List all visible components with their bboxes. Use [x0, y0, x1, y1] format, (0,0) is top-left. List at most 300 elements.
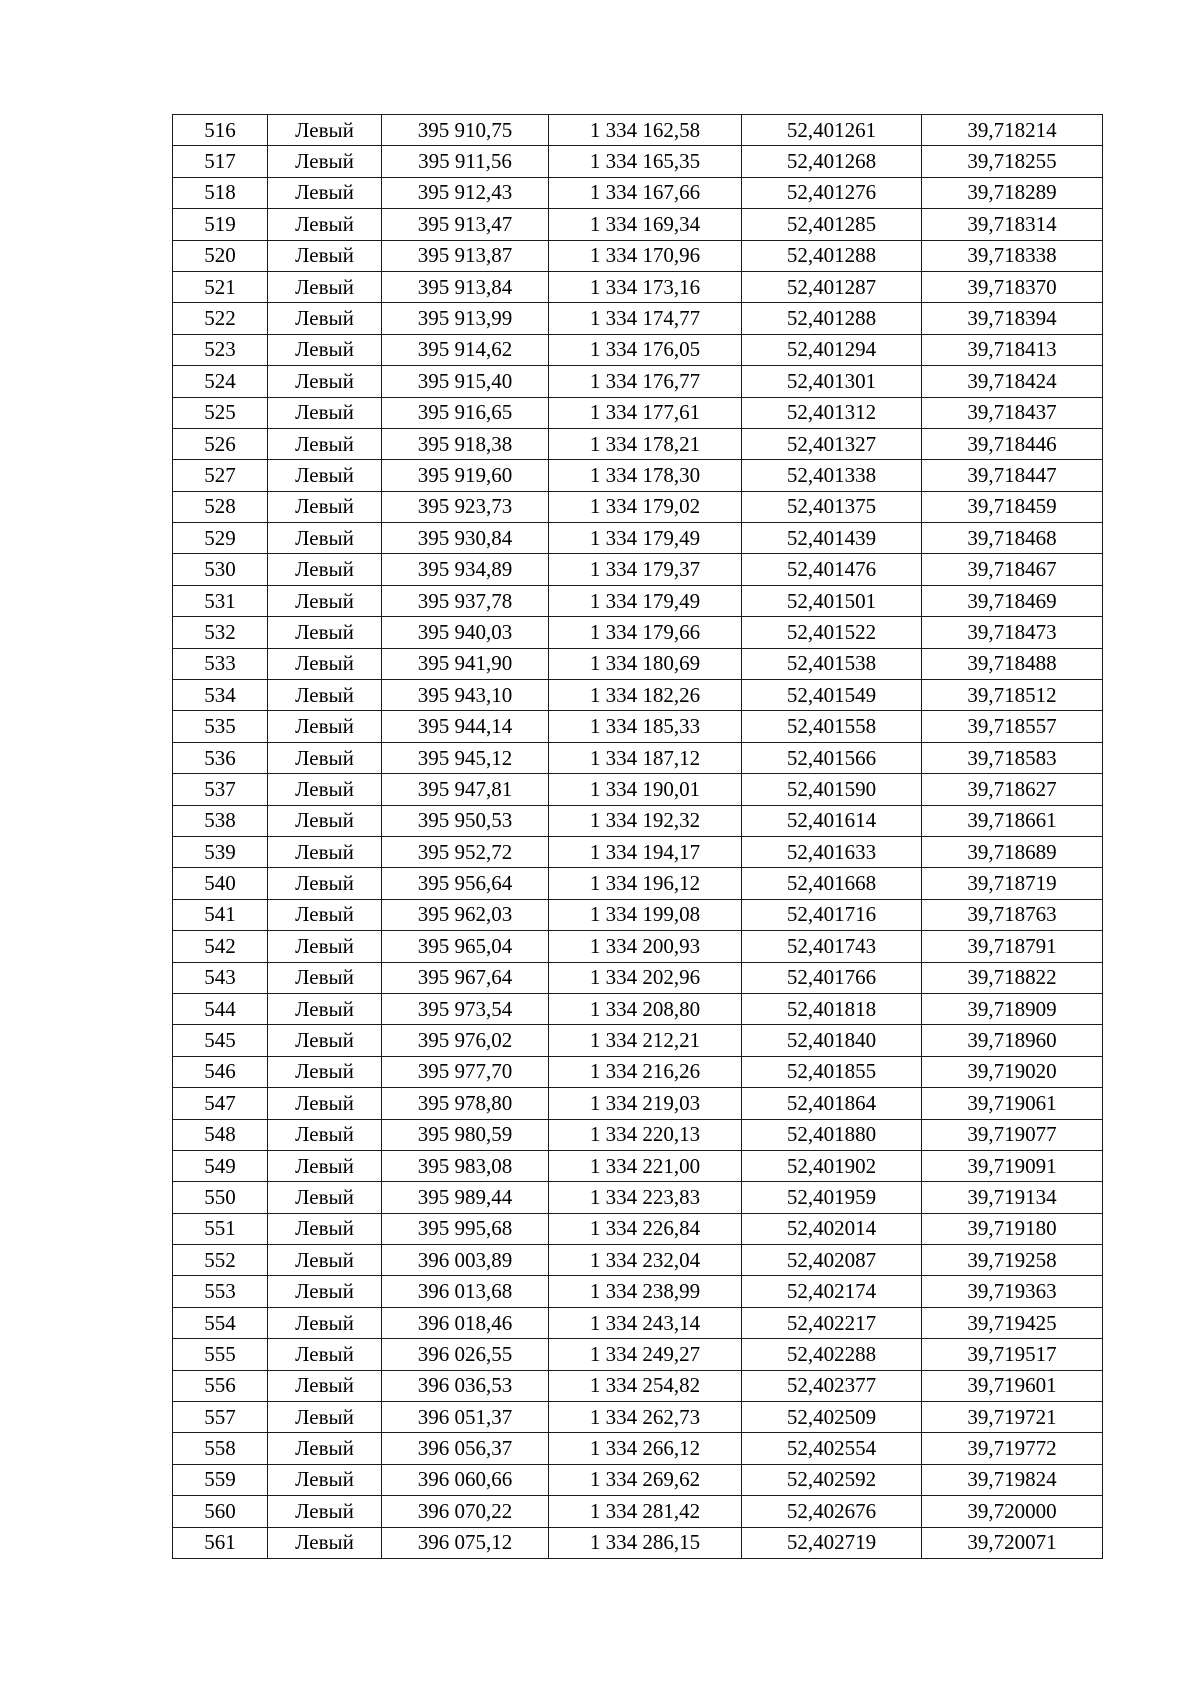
side-cell: Левый	[268, 271, 382, 302]
x-coordinate-cell: 395 914,62	[382, 334, 549, 365]
point-number-cell: 561	[173, 1527, 268, 1558]
side-cell: Левый	[268, 1245, 382, 1276]
y-coordinate-cell: 1 334 226,84	[549, 1213, 742, 1244]
table-row	[173, 1150, 1103, 1181]
x-coordinate-cell: 395 915,40	[382, 366, 549, 397]
longitude-cell: 39,718512	[922, 680, 1103, 711]
latitude-cell: 52,402554	[742, 1433, 922, 1464]
side-cell: Левый	[268, 585, 382, 616]
side-cell: Левый	[268, 115, 382, 146]
longitude-cell: 39,718446	[922, 428, 1103, 459]
table-row	[173, 428, 1103, 459]
longitude-cell: 39,718338	[922, 240, 1103, 271]
x-coordinate-cell: 395 995,68	[382, 1213, 549, 1244]
y-coordinate-cell: 1 334 216,26	[549, 1056, 742, 1087]
table-row	[173, 648, 1103, 679]
latitude-cell: 52,401668	[742, 868, 922, 899]
y-coordinate-cell: 1 334 192,32	[549, 805, 742, 836]
longitude-cell: 39,719824	[922, 1464, 1103, 1495]
latitude-cell: 52,401312	[742, 397, 922, 428]
side-cell: Левый	[268, 931, 382, 962]
longitude-cell: 39,718583	[922, 742, 1103, 773]
side-cell: Левый	[268, 1276, 382, 1307]
y-coordinate-cell: 1 334 194,17	[549, 836, 742, 867]
point-number-cell: 559	[173, 1464, 268, 1495]
side-cell: Левый	[268, 209, 382, 240]
side-cell: Левый	[268, 1025, 382, 1056]
x-coordinate-cell: 395 930,84	[382, 523, 549, 554]
y-coordinate-cell: 1 334 219,03	[549, 1088, 742, 1119]
y-coordinate-cell: 1 334 254,82	[549, 1370, 742, 1401]
table-row	[173, 366, 1103, 397]
point-number-cell: 516	[173, 115, 268, 146]
x-coordinate-cell: 395 944,14	[382, 711, 549, 742]
table-row	[173, 993, 1103, 1024]
table-row	[173, 397, 1103, 428]
table-row	[173, 240, 1103, 271]
longitude-cell: 39,718447	[922, 460, 1103, 491]
point-number-cell: 543	[173, 962, 268, 993]
x-coordinate-cell: 395 911,56	[382, 146, 549, 177]
y-coordinate-cell: 1 334 176,77	[549, 366, 742, 397]
side-cell: Левый	[268, 146, 382, 177]
x-coordinate-cell: 395 976,02	[382, 1025, 549, 1056]
x-coordinate-cell: 395 956,64	[382, 868, 549, 899]
side-cell: Левый	[268, 397, 382, 428]
table-row	[173, 585, 1103, 616]
longitude-cell: 39,718370	[922, 271, 1103, 302]
longitude-cell: 39,718314	[922, 209, 1103, 240]
point-number-cell: 553	[173, 1276, 268, 1307]
y-coordinate-cell: 1 334 196,12	[549, 868, 742, 899]
table-row	[173, 491, 1103, 522]
longitude-cell: 39,718214	[922, 115, 1103, 146]
longitude-cell: 39,718627	[922, 774, 1103, 805]
x-coordinate-cell: 395 973,54	[382, 993, 549, 1024]
y-coordinate-cell: 1 334 179,37	[549, 554, 742, 585]
longitude-cell: 39,719772	[922, 1433, 1103, 1464]
point-number-cell: 517	[173, 146, 268, 177]
table-row	[173, 899, 1103, 930]
point-number-cell: 560	[173, 1496, 268, 1527]
latitude-cell: 52,401288	[742, 240, 922, 271]
point-number-cell: 552	[173, 1245, 268, 1276]
table-row	[173, 1088, 1103, 1119]
latitude-cell: 52,401614	[742, 805, 922, 836]
side-cell: Левый	[268, 742, 382, 773]
latitude-cell: 52,401864	[742, 1088, 922, 1119]
longitude-cell: 39,718488	[922, 648, 1103, 679]
x-coordinate-cell: 396 070,22	[382, 1496, 549, 1527]
latitude-cell: 52,401766	[742, 962, 922, 993]
point-number-cell: 539	[173, 836, 268, 867]
point-number-cell: 534	[173, 680, 268, 711]
side-cell: Левый	[268, 1150, 382, 1181]
table-row	[173, 1402, 1103, 1433]
latitude-cell: 52,402288	[742, 1339, 922, 1370]
x-coordinate-cell: 395 983,08	[382, 1150, 549, 1181]
side-cell: Левый	[268, 1339, 382, 1370]
longitude-cell: 39,718689	[922, 836, 1103, 867]
latitude-cell: 52,402217	[742, 1307, 922, 1338]
point-number-cell: 550	[173, 1182, 268, 1213]
y-coordinate-cell: 1 334 202,96	[549, 962, 742, 993]
table-row	[173, 1464, 1103, 1495]
latitude-cell: 52,401959	[742, 1182, 922, 1213]
y-coordinate-cell: 1 334 177,61	[549, 397, 742, 428]
x-coordinate-cell: 395 913,87	[382, 240, 549, 271]
table-row	[173, 1339, 1103, 1370]
x-coordinate-cell: 395 913,99	[382, 303, 549, 334]
point-number-cell: 542	[173, 931, 268, 962]
longitude-cell: 39,719601	[922, 1370, 1103, 1401]
longitude-cell: 39,718909	[922, 993, 1103, 1024]
latitude-cell: 52,402174	[742, 1276, 922, 1307]
side-cell: Левый	[268, 460, 382, 491]
table-row	[173, 711, 1103, 742]
side-cell: Левый	[268, 240, 382, 271]
table-row	[173, 209, 1103, 240]
longitude-cell: 39,718255	[922, 146, 1103, 177]
side-cell: Левый	[268, 523, 382, 554]
side-cell: Левый	[268, 1496, 382, 1527]
x-coordinate-cell: 396 018,46	[382, 1307, 549, 1338]
y-coordinate-cell: 1 334 200,93	[549, 931, 742, 962]
y-coordinate-cell: 1 334 243,14	[549, 1307, 742, 1338]
point-number-cell: 548	[173, 1119, 268, 1150]
longitude-cell: 39,720071	[922, 1527, 1103, 1558]
side-cell: Левый	[268, 617, 382, 648]
coordinates-table-body	[173, 115, 1103, 1559]
longitude-cell: 39,718763	[922, 899, 1103, 930]
latitude-cell: 52,401522	[742, 617, 922, 648]
y-coordinate-cell: 1 334 167,66	[549, 177, 742, 208]
longitude-cell: 39,718960	[922, 1025, 1103, 1056]
y-coordinate-cell: 1 334 220,13	[549, 1119, 742, 1150]
table-row	[173, 1245, 1103, 1276]
longitude-cell: 39,719721	[922, 1402, 1103, 1433]
y-coordinate-cell: 1 334 174,77	[549, 303, 742, 334]
x-coordinate-cell: 396 051,37	[382, 1402, 549, 1433]
point-number-cell: 524	[173, 366, 268, 397]
longitude-cell: 39,718791	[922, 931, 1103, 962]
y-coordinate-cell: 1 334 179,66	[549, 617, 742, 648]
x-coordinate-cell: 395 950,53	[382, 805, 549, 836]
longitude-cell: 39,718468	[922, 523, 1103, 554]
longitude-cell: 39,719180	[922, 1213, 1103, 1244]
y-coordinate-cell: 1 334 269,62	[549, 1464, 742, 1495]
x-coordinate-cell: 395 910,75	[382, 115, 549, 146]
point-number-cell: 551	[173, 1213, 268, 1244]
table-row	[173, 1433, 1103, 1464]
x-coordinate-cell: 396 056,37	[382, 1433, 549, 1464]
x-coordinate-cell: 395 941,90	[382, 648, 549, 679]
point-number-cell: 556	[173, 1370, 268, 1401]
x-coordinate-cell: 395 918,38	[382, 428, 549, 459]
y-coordinate-cell: 1 334 249,27	[549, 1339, 742, 1370]
x-coordinate-cell: 396 060,66	[382, 1464, 549, 1495]
longitude-cell: 39,719061	[922, 1088, 1103, 1119]
point-number-cell: 549	[173, 1150, 268, 1181]
longitude-cell: 39,718424	[922, 366, 1103, 397]
y-coordinate-cell: 1 334 179,02	[549, 491, 742, 522]
y-coordinate-cell: 1 334 190,01	[549, 774, 742, 805]
point-number-cell: 535	[173, 711, 268, 742]
x-coordinate-cell: 395 952,72	[382, 836, 549, 867]
x-coordinate-cell: 395 977,70	[382, 1056, 549, 1087]
point-number-cell: 523	[173, 334, 268, 365]
side-cell: Левый	[268, 1213, 382, 1244]
longitude-cell: 39,719363	[922, 1276, 1103, 1307]
point-number-cell: 544	[173, 993, 268, 1024]
x-coordinate-cell: 395 940,03	[382, 617, 549, 648]
latitude-cell: 52,401268	[742, 146, 922, 177]
longitude-cell: 39,718557	[922, 711, 1103, 742]
side-cell: Левый	[268, 1056, 382, 1087]
y-coordinate-cell: 1 334 185,33	[549, 711, 742, 742]
point-number-cell: 531	[173, 585, 268, 616]
x-coordinate-cell: 395 978,80	[382, 1088, 549, 1119]
y-coordinate-cell: 1 334 232,04	[549, 1245, 742, 1276]
table-row	[173, 931, 1103, 962]
latitude-cell: 52,402676	[742, 1496, 922, 1527]
table-row	[173, 1370, 1103, 1401]
latitude-cell: 52,401501	[742, 585, 922, 616]
x-coordinate-cell: 395 916,65	[382, 397, 549, 428]
longitude-cell: 39,719517	[922, 1339, 1103, 1370]
point-number-cell: 518	[173, 177, 268, 208]
table-row	[173, 177, 1103, 208]
point-number-cell: 527	[173, 460, 268, 491]
side-cell: Левый	[268, 554, 382, 585]
table-row	[173, 836, 1103, 867]
table-row	[173, 962, 1103, 993]
table-row	[173, 1213, 1103, 1244]
side-cell: Левый	[268, 774, 382, 805]
y-coordinate-cell: 1 334 179,49	[549, 585, 742, 616]
longitude-cell: 39,718473	[922, 617, 1103, 648]
side-cell: Левый	[268, 1370, 382, 1401]
coordinates-table	[172, 114, 1103, 1559]
side-cell: Левый	[268, 491, 382, 522]
side-cell: Левый	[268, 648, 382, 679]
point-number-cell: 545	[173, 1025, 268, 1056]
x-coordinate-cell: 396 013,68	[382, 1276, 549, 1307]
y-coordinate-cell: 1 334 221,00	[549, 1150, 742, 1181]
x-coordinate-cell: 396 003,89	[382, 1245, 549, 1276]
x-coordinate-cell: 395 937,78	[382, 585, 549, 616]
side-cell: Левый	[268, 1433, 382, 1464]
x-coordinate-cell: 395 913,47	[382, 209, 549, 240]
latitude-cell: 52,401288	[742, 303, 922, 334]
y-coordinate-cell: 1 334 208,80	[549, 993, 742, 1024]
point-number-cell: 526	[173, 428, 268, 459]
longitude-cell: 39,718719	[922, 868, 1103, 899]
y-coordinate-cell: 1 334 169,34	[549, 209, 742, 240]
side-cell: Левый	[268, 1527, 382, 1558]
point-number-cell: 521	[173, 271, 268, 302]
x-coordinate-cell: 395 913,84	[382, 271, 549, 302]
side-cell: Левый	[268, 1402, 382, 1433]
side-cell: Левый	[268, 177, 382, 208]
longitude-cell: 39,719258	[922, 1245, 1103, 1276]
longitude-cell: 39,718413	[922, 334, 1103, 365]
table-row	[173, 460, 1103, 491]
point-number-cell: 519	[173, 209, 268, 240]
side-cell: Левый	[268, 1119, 382, 1150]
point-number-cell: 532	[173, 617, 268, 648]
table-row	[173, 271, 1103, 302]
latitude-cell: 52,401261	[742, 115, 922, 146]
table-row	[173, 1496, 1103, 1527]
y-coordinate-cell: 1 334 212,21	[549, 1025, 742, 1056]
y-coordinate-cell: 1 334 178,30	[549, 460, 742, 491]
longitude-cell: 39,719134	[922, 1182, 1103, 1213]
table-row	[173, 1025, 1103, 1056]
side-cell: Левый	[268, 334, 382, 365]
longitude-cell: 39,718394	[922, 303, 1103, 334]
table-row	[173, 1182, 1103, 1213]
table-row	[173, 303, 1103, 334]
longitude-cell: 39,718437	[922, 397, 1103, 428]
longitude-cell: 39,718661	[922, 805, 1103, 836]
latitude-cell: 52,401840	[742, 1025, 922, 1056]
y-coordinate-cell: 1 334 223,83	[549, 1182, 742, 1213]
latitude-cell: 52,401855	[742, 1056, 922, 1087]
point-number-cell: 557	[173, 1402, 268, 1433]
longitude-cell: 39,719091	[922, 1150, 1103, 1181]
side-cell: Левый	[268, 993, 382, 1024]
longitude-cell: 39,718459	[922, 491, 1103, 522]
side-cell: Левый	[268, 1182, 382, 1213]
latitude-cell: 52,401549	[742, 680, 922, 711]
x-coordinate-cell: 395 989,44	[382, 1182, 549, 1213]
latitude-cell: 52,401285	[742, 209, 922, 240]
point-number-cell: 520	[173, 240, 268, 271]
y-coordinate-cell: 1 334 262,73	[549, 1402, 742, 1433]
table-row	[173, 1276, 1103, 1307]
y-coordinate-cell: 1 334 180,69	[549, 648, 742, 679]
latitude-cell: 52,401301	[742, 366, 922, 397]
point-number-cell: 546	[173, 1056, 268, 1087]
x-coordinate-cell: 396 026,55	[382, 1339, 549, 1370]
side-cell: Левый	[268, 1088, 382, 1119]
point-number-cell: 525	[173, 397, 268, 428]
y-coordinate-cell: 1 334 286,15	[549, 1527, 742, 1558]
x-coordinate-cell: 395 912,43	[382, 177, 549, 208]
point-number-cell: 528	[173, 491, 268, 522]
latitude-cell: 52,401276	[742, 177, 922, 208]
y-coordinate-cell: 1 334 178,21	[549, 428, 742, 459]
x-coordinate-cell: 396 075,12	[382, 1527, 549, 1558]
longitude-cell: 39,718469	[922, 585, 1103, 616]
latitude-cell: 52,402719	[742, 1527, 922, 1558]
longitude-cell: 39,719020	[922, 1056, 1103, 1087]
y-coordinate-cell: 1 334 173,16	[549, 271, 742, 302]
y-coordinate-cell: 1 334 199,08	[549, 899, 742, 930]
point-number-cell: 554	[173, 1307, 268, 1338]
latitude-cell: 52,401558	[742, 711, 922, 742]
longitude-cell: 39,719425	[922, 1307, 1103, 1338]
point-number-cell: 530	[173, 554, 268, 585]
side-cell: Левый	[268, 711, 382, 742]
table-row	[173, 115, 1103, 146]
x-coordinate-cell: 396 036,53	[382, 1370, 549, 1401]
latitude-cell: 52,402014	[742, 1213, 922, 1244]
latitude-cell: 52,401287	[742, 271, 922, 302]
y-coordinate-cell: 1 334 238,99	[549, 1276, 742, 1307]
point-number-cell: 541	[173, 899, 268, 930]
latitude-cell: 52,401375	[742, 491, 922, 522]
y-coordinate-cell: 1 334 170,96	[549, 240, 742, 271]
x-coordinate-cell: 395 947,81	[382, 774, 549, 805]
table-row	[173, 554, 1103, 585]
latitude-cell: 52,401902	[742, 1150, 922, 1181]
point-number-cell: 555	[173, 1339, 268, 1370]
x-coordinate-cell: 395 923,73	[382, 491, 549, 522]
latitude-cell: 52,401818	[742, 993, 922, 1024]
y-coordinate-cell: 1 334 281,42	[549, 1496, 742, 1527]
y-coordinate-cell: 1 334 176,05	[549, 334, 742, 365]
latitude-cell: 52,401590	[742, 774, 922, 805]
latitude-cell: 52,401327	[742, 428, 922, 459]
table-row	[173, 1119, 1103, 1150]
x-coordinate-cell: 395 962,03	[382, 899, 549, 930]
point-number-cell: 547	[173, 1088, 268, 1119]
point-number-cell: 540	[173, 868, 268, 899]
table-row	[173, 1307, 1103, 1338]
y-coordinate-cell: 1 334 162,58	[549, 115, 742, 146]
y-coordinate-cell: 1 334 187,12	[549, 742, 742, 773]
point-number-cell: 558	[173, 1433, 268, 1464]
latitude-cell: 52,402509	[742, 1402, 922, 1433]
table-row	[173, 617, 1103, 648]
table-row	[173, 1527, 1103, 1558]
point-number-cell: 529	[173, 523, 268, 554]
longitude-cell: 39,720000	[922, 1496, 1103, 1527]
point-number-cell: 533	[173, 648, 268, 679]
point-number-cell: 538	[173, 805, 268, 836]
table-row	[173, 680, 1103, 711]
x-coordinate-cell: 395 934,89	[382, 554, 549, 585]
latitude-cell: 52,401566	[742, 742, 922, 773]
side-cell: Левый	[268, 428, 382, 459]
latitude-cell: 52,402087	[742, 1245, 922, 1276]
x-coordinate-cell: 395 943,10	[382, 680, 549, 711]
longitude-cell: 39,719077	[922, 1119, 1103, 1150]
table-row	[173, 1056, 1103, 1087]
x-coordinate-cell: 395 945,12	[382, 742, 549, 773]
y-coordinate-cell: 1 334 165,35	[549, 146, 742, 177]
x-coordinate-cell: 395 919,60	[382, 460, 549, 491]
longitude-cell: 39,718289	[922, 177, 1103, 208]
longitude-cell: 39,718467	[922, 554, 1103, 585]
table-row	[173, 774, 1103, 805]
y-coordinate-cell: 1 334 179,49	[549, 523, 742, 554]
side-cell: Левый	[268, 680, 382, 711]
side-cell: Левый	[268, 366, 382, 397]
side-cell: Левый	[268, 303, 382, 334]
table-row	[173, 523, 1103, 554]
side-cell: Левый	[268, 836, 382, 867]
table-row	[173, 868, 1103, 899]
latitude-cell: 52,401880	[742, 1119, 922, 1150]
point-number-cell: 536	[173, 742, 268, 773]
latitude-cell: 52,402592	[742, 1464, 922, 1495]
side-cell: Левый	[268, 805, 382, 836]
latitude-cell: 52,401476	[742, 554, 922, 585]
table-row	[173, 742, 1103, 773]
